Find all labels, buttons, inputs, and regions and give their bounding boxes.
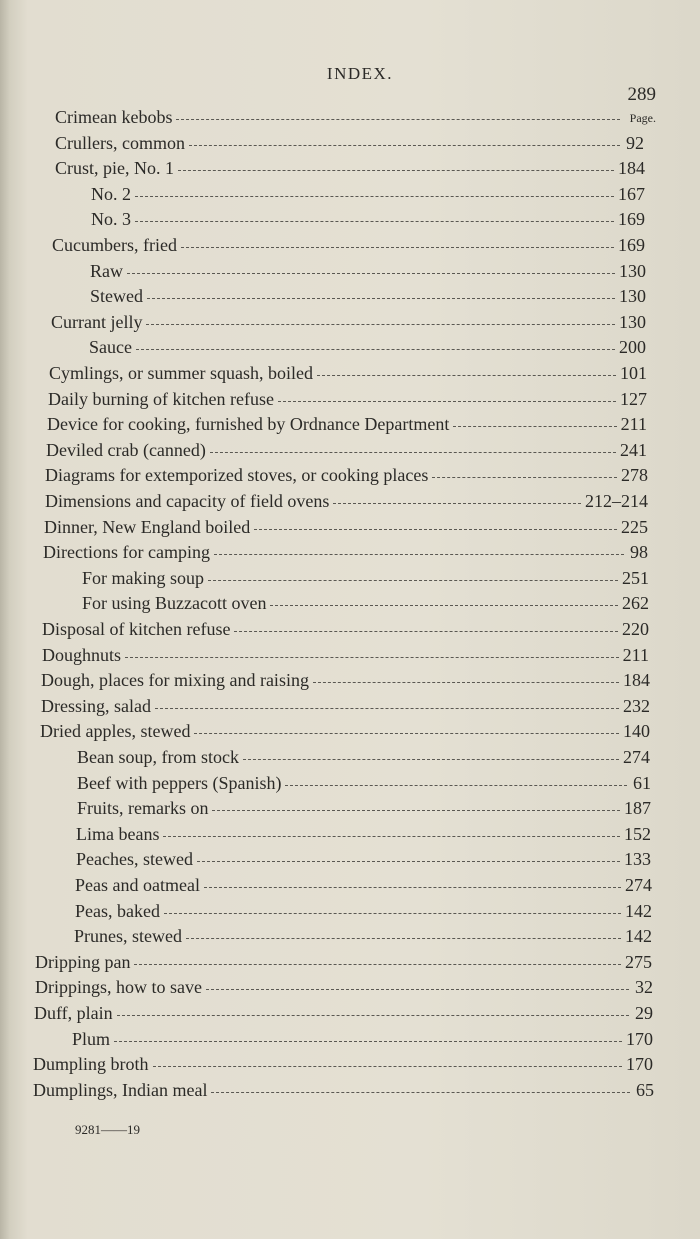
entry-label: Cymlings, or summer squash, boiled xyxy=(49,363,313,383)
dot-leader xyxy=(208,579,618,581)
entry-label: Device for cooking, furnished by Ordnance Department xyxy=(47,414,450,435)
dot-leader xyxy=(127,272,615,274)
index-entry xyxy=(49,363,647,385)
entry-page-number: 184 xyxy=(623,670,650,691)
dot-leader xyxy=(254,528,617,530)
page-number: 289 xyxy=(627,84,656,105)
entry-page-number: 220 xyxy=(622,619,649,639)
index-entry xyxy=(91,184,645,206)
page-title: INDEX. xyxy=(326,64,394,83)
entry-label: Raw xyxy=(90,260,123,281)
entry-label: Dripping pan xyxy=(35,951,131,972)
dot-leader xyxy=(214,553,624,555)
index-entry xyxy=(75,875,652,897)
dot-leader xyxy=(234,630,618,632)
entry-page-number: 101 xyxy=(620,363,647,383)
entry-label: Peas, baked xyxy=(75,900,160,921)
index-entry xyxy=(35,977,653,999)
entry-label: Fruits, remarks on xyxy=(77,798,209,819)
dot-leader xyxy=(114,1040,622,1042)
entry-page-number: 61 xyxy=(633,772,651,793)
entry-label: For making soup xyxy=(82,567,205,588)
entry-label: Dimensions and capacity of field ovens xyxy=(45,491,330,511)
entry-label: Duff, plain xyxy=(34,1003,113,1023)
dot-leader xyxy=(164,912,621,914)
entry-label: Bean soup, from stock xyxy=(77,747,239,767)
dot-leader xyxy=(136,348,615,350)
entry-page-number: 251 xyxy=(622,567,649,588)
dot-leader xyxy=(285,784,627,786)
index-entry xyxy=(77,773,651,795)
dot-leader xyxy=(270,604,618,606)
index-entry xyxy=(41,670,650,692)
dot-leader xyxy=(117,1014,629,1016)
dot-leader xyxy=(432,476,617,478)
dot-leader xyxy=(135,220,614,222)
entry-page-number: 211 xyxy=(620,414,647,435)
dot-leader xyxy=(147,297,615,299)
index-entry xyxy=(75,901,652,923)
entry-page-number: 130 xyxy=(619,311,646,332)
index-entry xyxy=(77,747,650,769)
dot-leader xyxy=(313,681,619,683)
entry-label: Sauce xyxy=(89,337,132,358)
entry-label: Currant jelly xyxy=(51,311,143,332)
dot-leader xyxy=(135,195,614,197)
index-entry xyxy=(42,619,649,641)
page-column-label: Page. xyxy=(629,111,656,125)
entry-page-number: 200 xyxy=(619,337,646,358)
entry-label: Peaches, stewed xyxy=(76,849,193,870)
entry-label: No. 3 xyxy=(91,209,131,230)
dot-leader xyxy=(186,937,621,939)
entry-label: Cucumbers, fried xyxy=(52,235,177,255)
index-entry xyxy=(76,824,651,846)
entry-page-number: 127 xyxy=(620,388,647,409)
dot-leader xyxy=(194,732,619,734)
entry-page-number: 130 xyxy=(619,260,646,281)
entry-page-number: 225 xyxy=(621,516,648,537)
entry-page-number: 184 xyxy=(618,158,645,179)
entry-page-number: 211 xyxy=(622,644,649,665)
entry-page-number: 170 xyxy=(626,1028,653,1049)
entry-page-number: 262 xyxy=(622,593,649,614)
dot-leader xyxy=(211,1091,630,1093)
entry-page-number: 152 xyxy=(624,823,651,844)
index-entry xyxy=(33,1054,653,1076)
index-entry xyxy=(46,440,647,462)
entry-page-number: 275 xyxy=(625,951,652,972)
entry-page-number: 32 xyxy=(635,977,653,998)
entry-page-number: 278 xyxy=(621,465,648,486)
index-entry xyxy=(82,593,649,615)
index-entry xyxy=(48,389,647,411)
index-entry xyxy=(45,465,648,487)
index-entry xyxy=(35,952,652,974)
index-entry xyxy=(55,133,644,155)
entry-label: Crullers, common xyxy=(55,132,185,153)
printer-signature: 9281——19 xyxy=(75,1122,140,1137)
entry-label: Crimean kebobs xyxy=(55,107,173,127)
dot-leader xyxy=(155,707,619,709)
entry-label: No. 2 xyxy=(91,183,131,204)
entry-label: Deviled crab (canned) xyxy=(46,439,206,460)
entry-page-number: 142 xyxy=(625,926,652,947)
entry-page-number: 92 xyxy=(626,132,644,153)
entry-label: Dough, places for mixing and raising xyxy=(41,670,309,691)
index-entry xyxy=(89,337,646,359)
entry-page-number: 212–214 xyxy=(585,491,648,511)
index-entry xyxy=(76,849,651,871)
entry-label: Prunes, stewed xyxy=(74,926,182,947)
entry-page-number: 170 xyxy=(626,1054,653,1075)
dot-leader xyxy=(204,886,621,888)
entry-page-number: 65 xyxy=(636,1079,654,1100)
entry-page-number: 133 xyxy=(624,849,651,870)
entry-page-number: 274 xyxy=(625,875,652,895)
dot-leader xyxy=(212,809,620,811)
entry-label: Disposal of kitchen refuse xyxy=(42,619,231,639)
dot-leader xyxy=(243,758,619,760)
entry-label: Peas and oatmeal xyxy=(75,875,200,895)
entry-label: Directions for camping xyxy=(43,542,210,563)
entry-page-number: 142 xyxy=(625,900,652,921)
dot-leader xyxy=(153,1065,623,1067)
dot-leader xyxy=(206,988,629,990)
dot-leader xyxy=(278,400,616,402)
dot-leader xyxy=(163,835,620,837)
index-entry xyxy=(82,568,649,590)
entry-label: Diagrams for extemporized stoves, or cooking places xyxy=(45,465,429,486)
dot-leader xyxy=(134,963,621,965)
dot-leader xyxy=(333,502,581,504)
index-entry xyxy=(44,517,648,539)
dot-leader xyxy=(181,246,614,248)
index-entry xyxy=(40,721,650,743)
index-entry xyxy=(42,645,649,667)
entry-page-number: 169 xyxy=(618,209,645,230)
dot-leader xyxy=(125,656,619,658)
entry-page-number: 167 xyxy=(618,183,645,204)
entry-label: Stewed xyxy=(90,286,143,307)
entry-page-number: 130 xyxy=(619,286,646,307)
entry-label: Dumpling broth xyxy=(33,1054,149,1075)
index-entry xyxy=(41,696,650,718)
entry-page-number: 187 xyxy=(624,798,651,819)
entry-label: Dumplings, Indian meal xyxy=(33,1079,208,1100)
index-entry xyxy=(43,542,648,564)
entry-label: Dressing, salad xyxy=(41,695,151,716)
dot-leader xyxy=(178,169,614,171)
entry-page-number: 169 xyxy=(618,235,645,255)
entry-label: Dinner, New England boiled xyxy=(44,516,251,537)
entry-page-number: 274 xyxy=(623,747,650,767)
index-entry xyxy=(45,491,648,513)
entry-page-number: 140 xyxy=(623,721,650,742)
index-entry xyxy=(77,798,651,820)
index-entry xyxy=(90,261,646,283)
dot-leader xyxy=(453,425,616,427)
dot-leader xyxy=(210,451,616,453)
entry-page-number: 241 xyxy=(620,439,647,460)
entry-label: Crust, pie, No. 1 xyxy=(55,158,174,179)
index-entry xyxy=(47,414,647,436)
dot-leader xyxy=(317,374,616,376)
entry-label: Beef with peppers (Spanish) xyxy=(77,772,282,793)
entry-label: Plum xyxy=(72,1028,111,1049)
dot-leader xyxy=(189,144,620,146)
dot-leader xyxy=(176,118,620,120)
entry-page-number: 98 xyxy=(630,542,648,563)
entry-label: For using Buzzacott oven xyxy=(82,593,267,614)
entry-label: Doughnuts xyxy=(42,644,122,665)
dot-leader xyxy=(146,323,615,325)
entry-page-number: 232 xyxy=(623,695,650,716)
index-entry xyxy=(74,926,652,948)
index-entry xyxy=(72,1029,653,1051)
entry-label: Dried apples, stewed xyxy=(40,721,191,742)
index-entry xyxy=(91,209,645,231)
index-entry xyxy=(51,312,646,334)
entry-page-number: 29 xyxy=(635,1003,653,1023)
index-entry xyxy=(90,286,646,308)
index-entry xyxy=(34,1003,653,1025)
index-entry xyxy=(55,107,644,129)
dot-leader xyxy=(197,860,620,862)
entry-label: Daily burning of kitchen refuse xyxy=(48,388,274,409)
entry-label: Drippings, how to save xyxy=(35,977,202,998)
index-entry xyxy=(55,158,645,180)
index-entry xyxy=(52,235,645,257)
entry-label: Lima beans xyxy=(76,823,160,844)
index-entry xyxy=(33,1080,654,1102)
